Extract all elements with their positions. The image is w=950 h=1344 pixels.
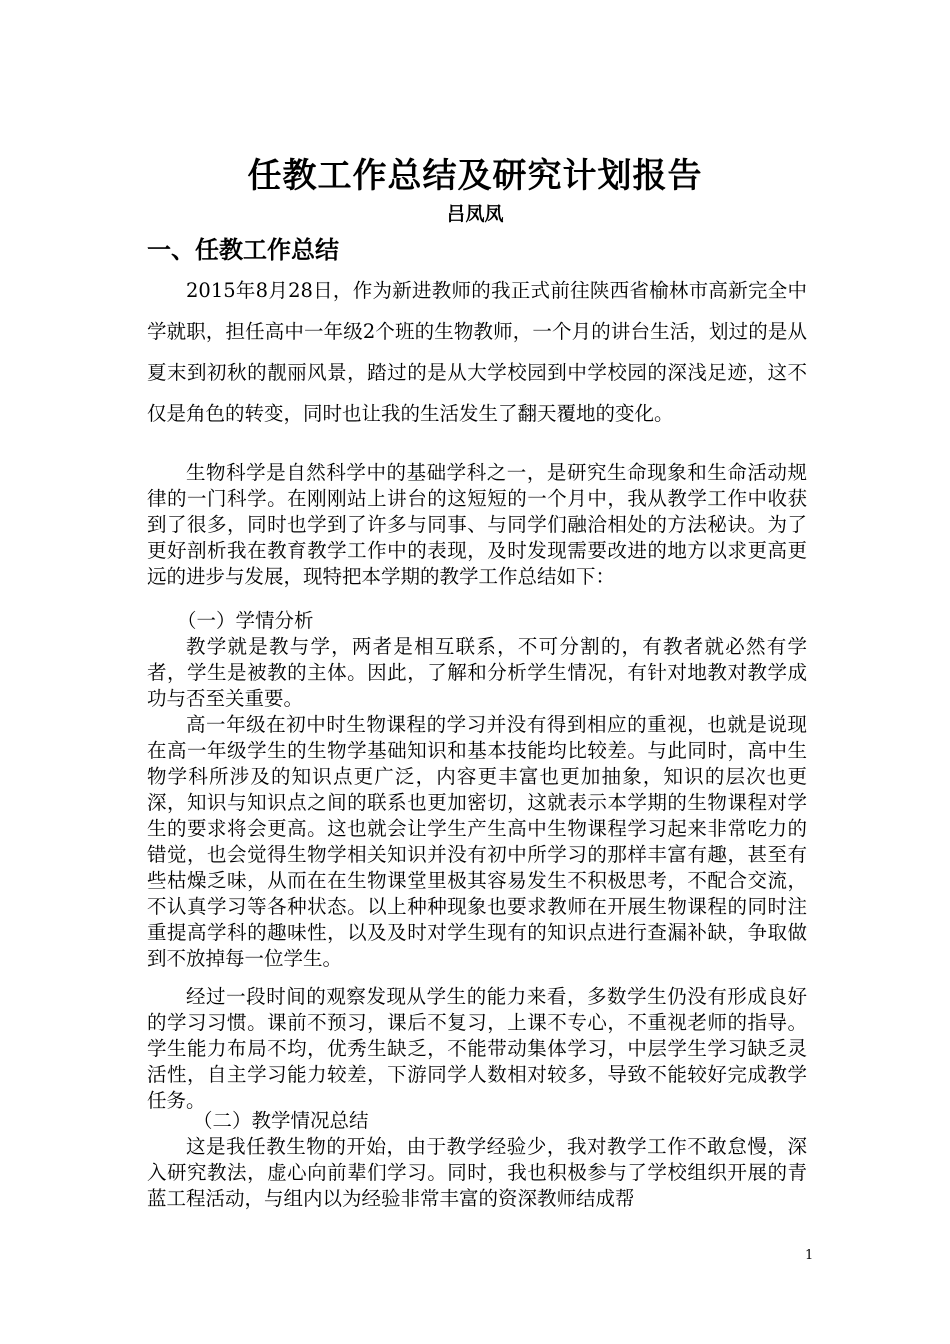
document-author: 吕凤凤	[446, 203, 504, 225]
page-number: 1	[805, 1248, 814, 1263]
subheading-2: （二）教学情况总结	[193, 1109, 369, 1132]
paragraph-5: 经过一段时间的观察发现从学生的能力来看，多数学生仍没有形成良好的学习习惯。课前不预习，课后不复习，上课不专心，不重视老师的指导。学生能力布局不均，优秀生缺乏，不能带动集体学习，中层学生学习缺乏灵活性，自主学习能力较差，下游同学人数相对较多，导致不能较好完成教学任务。	[147, 985, 807, 1112]
paragraph-1: 2015年8月28日，作为新进教师的我正式前往陕西省榆林市高新完全中学就职，担任高中一年级2个班的生物教师，一个月的讲台生活，划过的是从夏末到初秋的靓丽风景，踏过的是从大学校园到中学校园的深浅足迹，这不仅是角色的转变，同时也让我的生活发生了翻天覆地的变化。	[147, 279, 807, 425]
paragraph-4: 高一年级在初中时生物课程的学习并没有得到相应的重视，也就是说现在高一年级学生的生物学基础知识和基本技能均比较差。与此同时，高中生物学科所涉及的知识点更广泛，内容更丰富也更加抽象，知识的层次也更深，知识与知识点之间的联系也更加密切，这就表示本学期的生物课程对学生的要求将会更高。这也就会让学生产生高中生物课程学习起来非常吃力的错觉，也会觉得生物学相关知识并没有初中所学习的那样丰富有趣，甚至有些枯燥乏味，从而在在生物课堂里极其容易发生不积极思考，不配合交流，不认真学习等各种状态。以上种种现象也要求教师在开展生物课程的同时注重提高学科的趣味性，以及及时对学生现有的知识点进行查漏补缺，争取做到不放掉每一位学生。	[147, 713, 807, 970]
section-heading-1: 一、任教工作总结	[147, 236, 339, 264]
paragraph-6: 这是我任教生物的开始，由于教学经验少，我对教学工作不敢怠慢，深入研究教法，虚心向前辈们学习。同时，我也积极参与了学校组织开展的青蓝工程活动，与组内以为经验非常丰富的资深教师结成帮	[147, 1135, 807, 1210]
document-title: 任教工作总结及研究计划报告	[247, 156, 703, 196]
paragraph-2: 生物科学是自然科学中的基础学科之一，是研究生命现象和生命活动规律的一门科学。在刚刚站上讲台的这短短的一个月中，我从教学工作中收获到了很多，同时也学到了许多与同事、与同学们融洽相处的方法秘诀。为了更好剖析我在教育教学工作中的表现，及时发现需要改进的地方以求更高更远的进步与发展，现特把本学期的教学工作总结如下：	[147, 461, 807, 588]
paragraph-3: 教学就是教与学，两者是相互联系，不可分割的，有教者就必然有学者，学生是被教的主体。因此，了解和分析学生情况，有针对地教对教学成功与否至关重要。	[147, 635, 807, 710]
subheading-1: （一）学情分析	[177, 609, 314, 632]
